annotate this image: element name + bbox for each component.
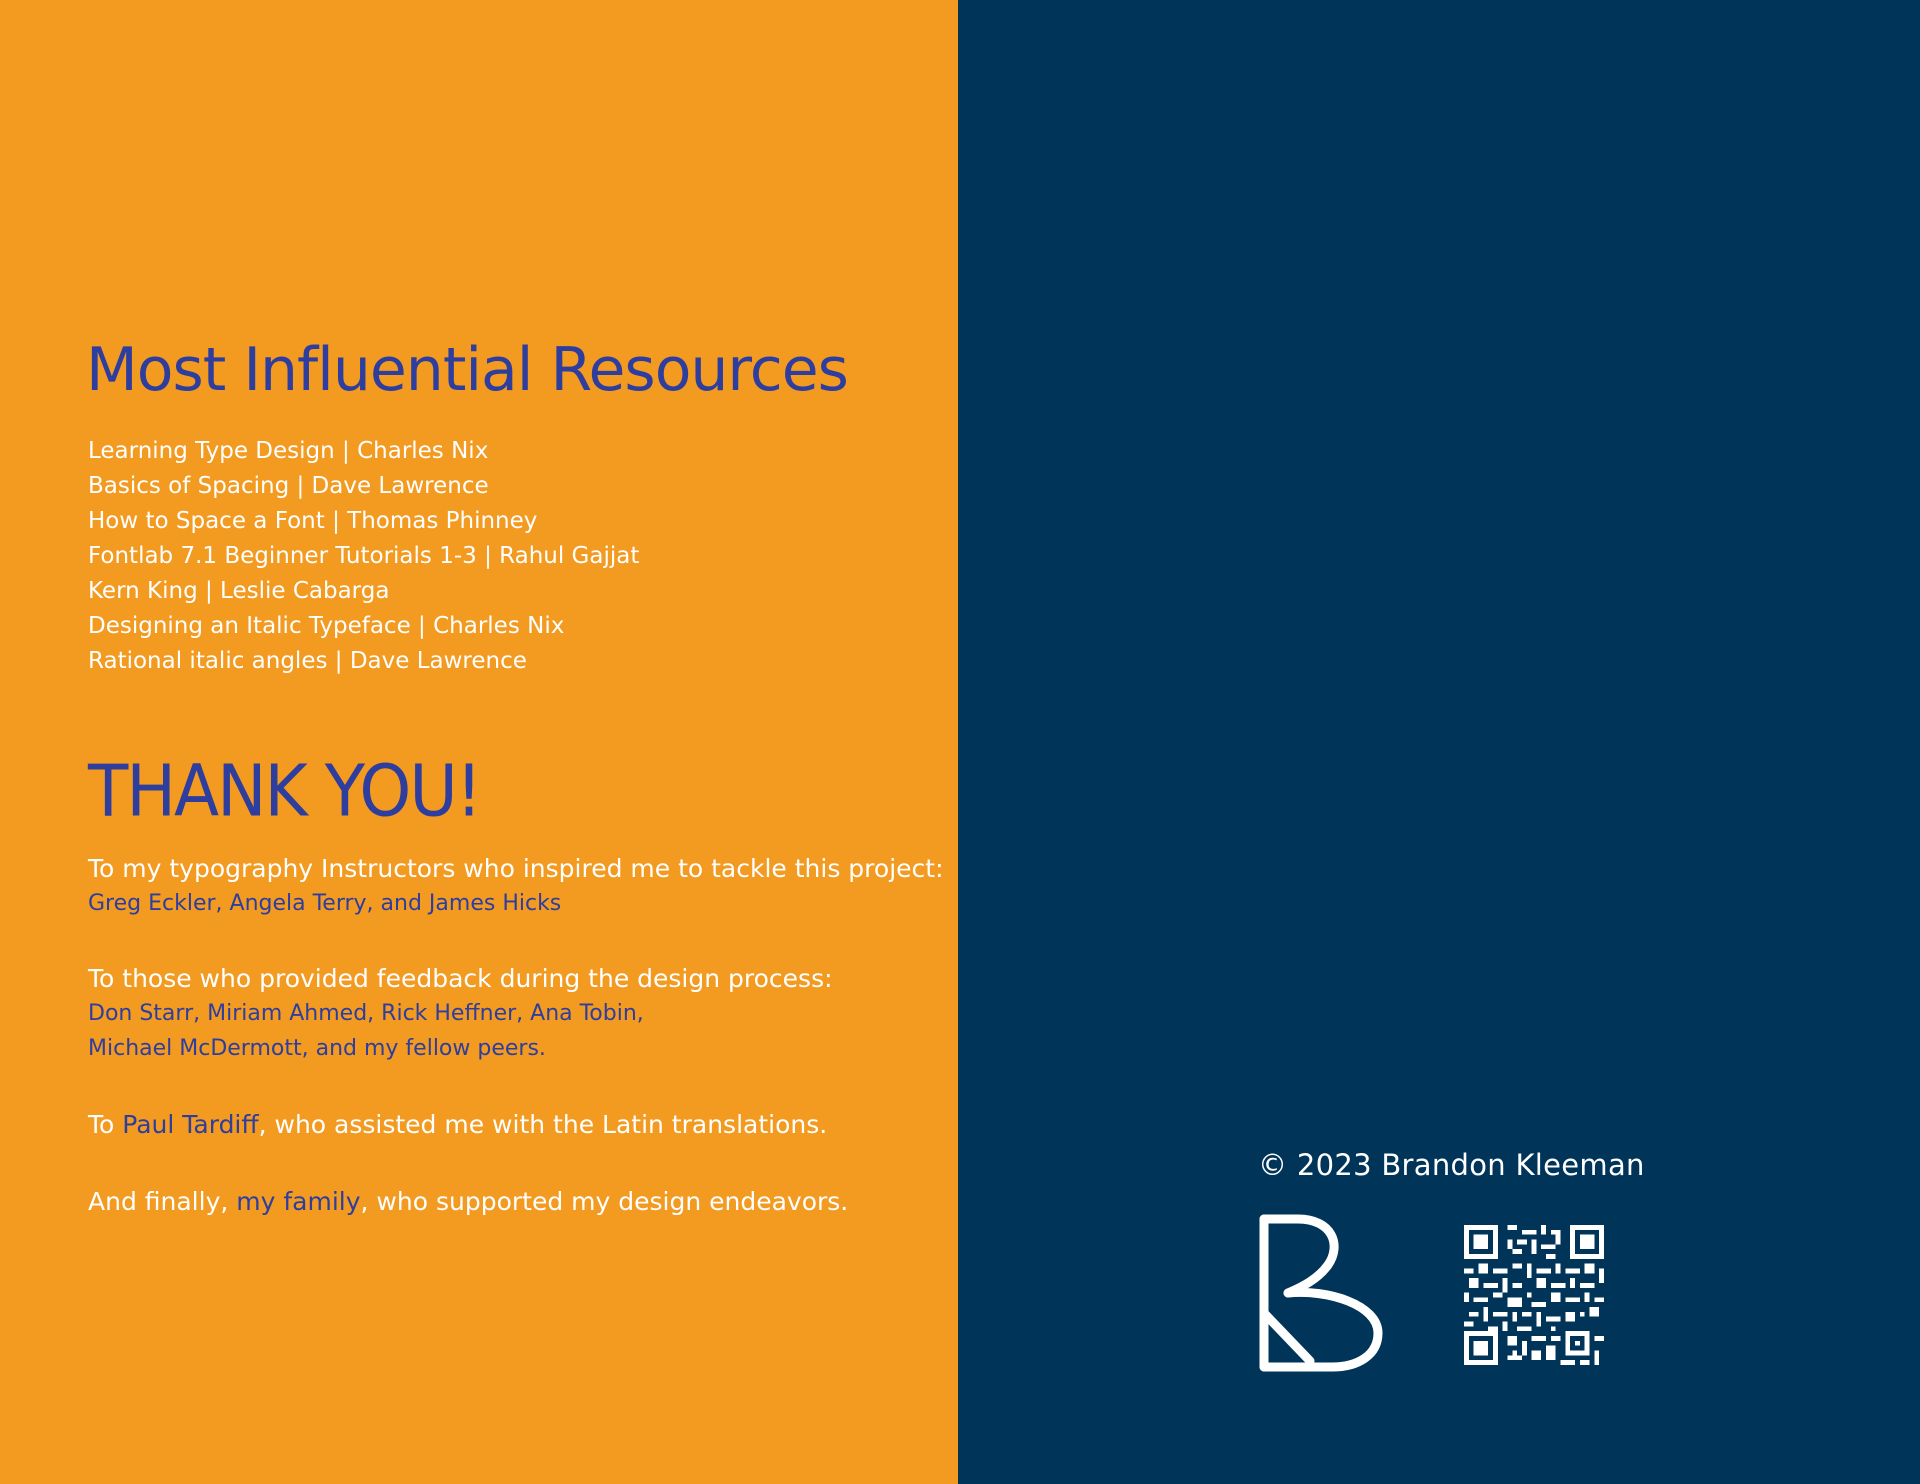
feedback-block	[88, 962, 833, 1066]
resource-item: Fontlab 7.1 Beginner Tutorials 1-3 | Rahul Gajjat	[88, 543, 640, 569]
instructors-lead: To my typography Instructors who inspired me to tackle this project:	[88, 854, 944, 883]
resource-item: Designing an Italic Typeface | Charles Nix	[88, 613, 565, 639]
instructors-block	[88, 852, 944, 921]
latin-name: Paul Tardiff	[122, 1110, 259, 1139]
resource-item: How to Space a Font | Thomas Phinney	[88, 508, 538, 534]
feedback-names-line-1: Don Starr, Miriam Ahmed, Rick Heffner, Ana Tobin,	[88, 1001, 644, 1026]
resources-heading: Most Influential Resources	[86, 335, 848, 405]
resource-item: Kern King | Leslie Cabarga	[88, 578, 390, 604]
right-panel	[958, 0, 1920, 1484]
qr-code-icon	[1464, 1225, 1604, 1365]
latin-suffix: , who assisted me with the Latin translations.	[258, 1110, 828, 1139]
left-panel	[0, 0, 958, 1484]
feedback-lead: To those who provided feedback during the design process:	[88, 964, 833, 993]
latin-prefix: To	[88, 1110, 123, 1139]
family-thanks	[88, 1185, 848, 1219]
family-prefix: And finally,	[88, 1187, 237, 1216]
feedback-names-line-2: Michael McDermott, and my fellow peers.	[88, 1036, 546, 1061]
family-suffix: , who supported my design endeavors.	[360, 1187, 849, 1216]
copyright-text: © 2023 Brandon Kleeman	[1258, 1148, 1645, 1182]
resource-item: Rational italic angles | Dave Lawrence	[88, 648, 527, 674]
resources-list	[88, 434, 639, 679]
resource-item: Basics of Spacing | Dave Lawrence	[88, 473, 489, 499]
resource-item: Learning Type Design | Charles Nix	[88, 438, 489, 464]
latin-thanks	[88, 1108, 827, 1142]
thank-you-heading: THANK YOU!	[88, 749, 481, 833]
family-name: my family	[236, 1187, 361, 1216]
instructors-names: Greg Eckler, Angela Terry, and James Hicks	[88, 891, 562, 916]
kb-monogram-logo-icon	[1258, 1213, 1386, 1373]
